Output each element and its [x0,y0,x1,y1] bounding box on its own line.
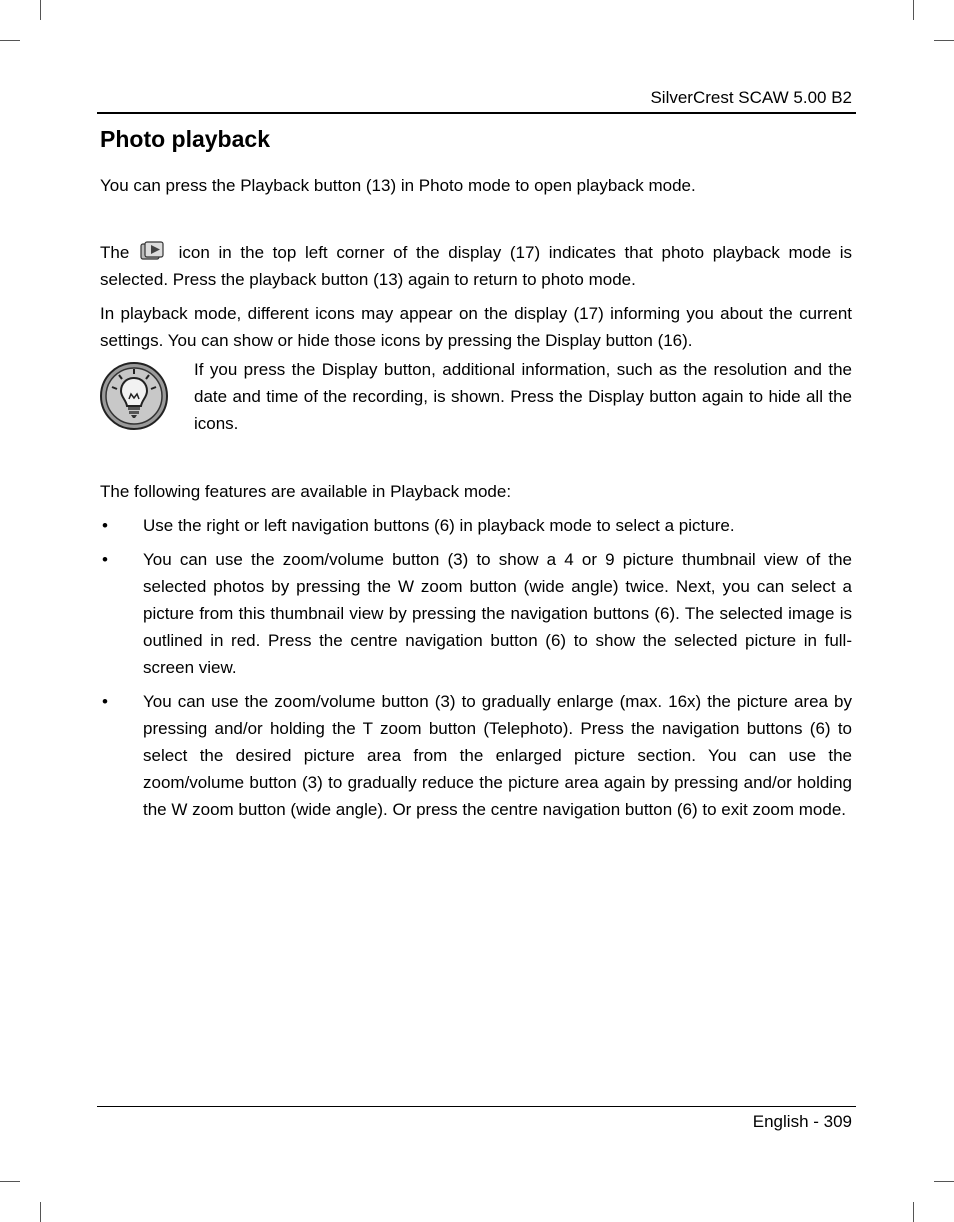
display-paragraph: In playback mode, different icons may appear on the display (17) informing you about the current settings. You can show or hide those icons by pressing the Display button (16). [100,304,852,350]
crop-mark-top-right-v [913,0,914,20]
list-item-text: You can use the zoom/volume button (3) to show a 4 or 9 picture thumbnail view of the selected photos by pressing the W zoom button (wide angle) twice. Next, you can select a picture from this thumbnail view by pressing the navigation buttons (6). The selected image is outlined in red. Press the centre navigation button (6) to show the selected picture in full-screen view. [143,550,852,677]
list-item [100,688,852,823]
bullet-dot: • [102,516,108,535]
list-item-text: Use the right or left navigation buttons (6) in playback mode to select a picture. [143,516,735,535]
bullet-dot: • [102,550,108,569]
tip-text: If you press the Display button, additional information, such as the resolution and the date and time of the recording, is shown. Press the Display button again to hide all the icons. [194,360,852,433]
running-header: SilverCrest SCAW 5.00 B2 [650,88,852,107]
crop-mark-bottom-left-v [40,1202,41,1222]
crop-mark-bottom-left-h [0,1181,20,1182]
page-number: English - 309 [752,1112,852,1131]
features-list [100,512,852,830]
bullet-dot: • [102,692,108,711]
features-intro: The following features are available in Playback mode: [100,482,512,501]
crop-mark-top-left-h [0,40,20,41]
intro-paragraph: You can press the Playback button (13) in Photo mode to open playback mode. [100,176,696,195]
section-title: Photo playback [100,126,270,152]
footer-rule [97,1106,856,1107]
list-item [100,546,852,681]
icon-paragraph-rest: icon in the top left corner of the display (17) indicates that photo playback mode is selected. Press the playback button (13) again to return to photo mode. [100,243,852,289]
icon-paragraph-lead: The [100,243,130,262]
lightbulb-tip-icon [99,361,169,431]
list-item-text: You can use the zoom/volume button (3) to gradually enlarge (max. 16x) the picture area by pressing and/or holding the T zoom button (Telephoto). Press the navigation buttons (6) to select the desired picture area from the enlarged picture section. You can use the zoom/volume button (3) to gradually reduce the picture area again by pressing and/or holding the W zoom button (wide angle). Or press the centre navigation button (6) to exit zoom mode. [143,692,852,819]
crop-mark-bottom-right-h [934,1181,954,1182]
icon-paragraph [100,239,852,293]
crop-mark-bottom-right-v [913,1202,914,1222]
crop-mark-top-right-h [934,40,954,41]
crop-mark-top-left-v [40,0,41,20]
photo-playback-icon [140,241,168,261]
list-item [100,512,852,539]
header-rule [97,112,856,114]
